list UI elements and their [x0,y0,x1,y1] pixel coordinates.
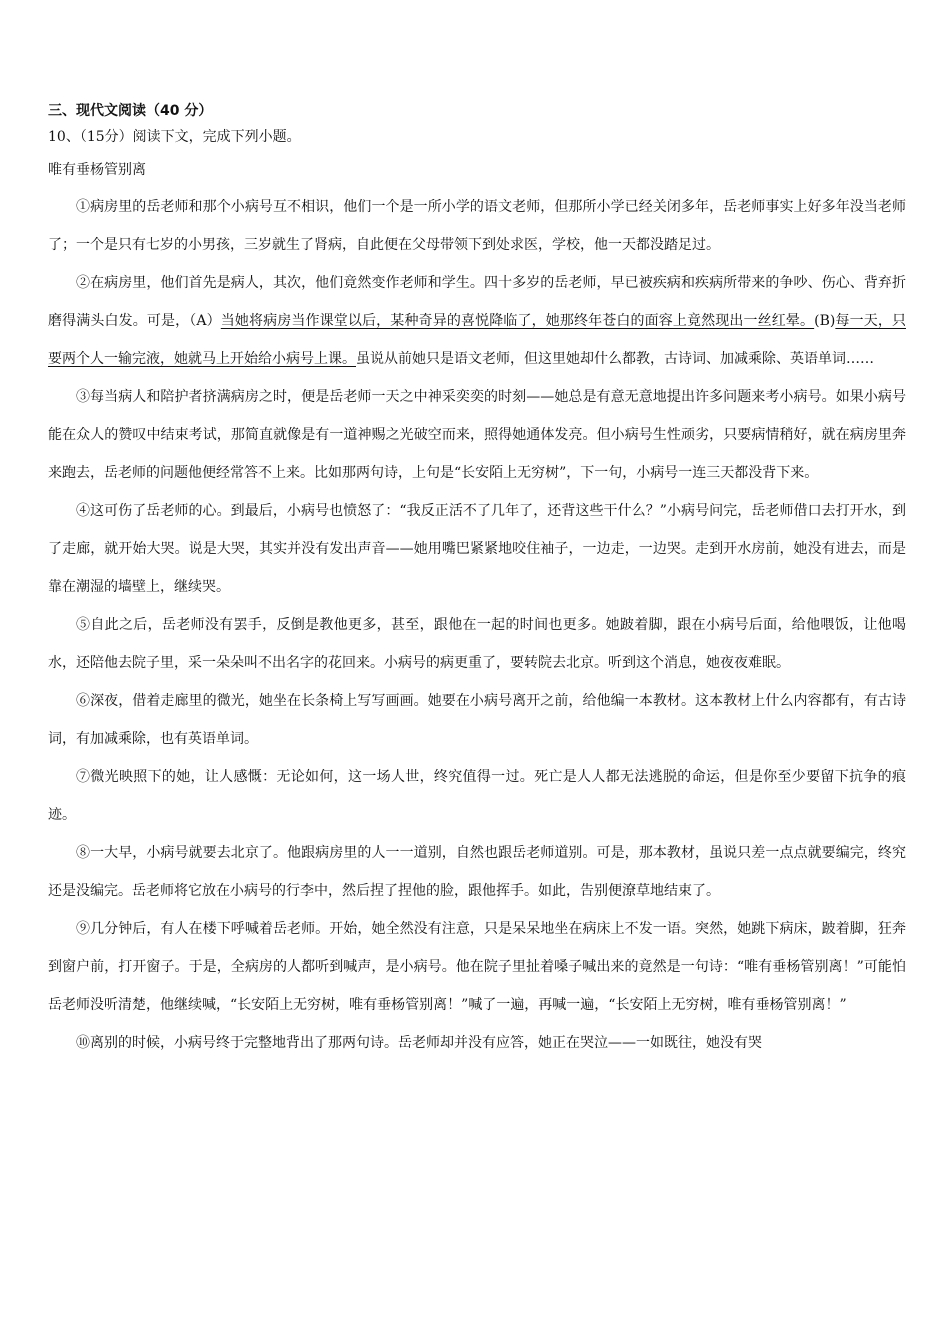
article-title: 唯有垂杨管别离 [48,162,146,178]
paragraph-3: ③每当病人和陪护者挤满病房之时，便是岳老师一天之中神采奕奕的时刻——她总是有意无意地提出许多问题来考小病号。如果小病号能在众人的赞叹中结束考试，那简直就像是有一道神赐之光破空而来，照得她通体发亮。但小病号生性顽劣，只要病情稍好，就在病房里奔来跑去，岳老师的问题他便经常答不上来。比如那两句诗，上句是“长安陌上无穷树”，下一句，小病号一连三天都没背下来。 [48,389,906,481]
article-body [48,188,906,1062]
paragraph-2-lead: ②在病房里，他们首先是病人，其次，他们竟然变作老师和学生。四十多岁的岳老师，早已被疾病和疾病所带来的争吵、伤心、背弃折磨得满头白发。可是，（A） [48,275,906,329]
underlined-sentence-a: 当她将病房当作课堂以后，某种奇异的喜悦降临了，她那终年苍白的面容上竟然现出一丝红晕。 [220,313,815,329]
paragraph-9: ⑨几分钟后，有人在楼下呼喊着岳老师。开始，她全然没有注意，只是呆呆地坐在病床上不发一语。突然，她跳下病床，跛着脚，狂奔到窗户前，打开窗子。于是，全病房的人都听到喊声，是小病号。他在院子里扯着嗓子喊出来的竟然是一句诗：“唯有垂杨管别离！”可能怕岳老师没听清楚，他继续喊，“长安陌上无穷树，唯有垂杨管别离！”喊了一遍，再喊一遍，“长安陌上无穷树，唯有垂杨管别离！” [48,921,906,1013]
paragraph-10: ⑩离别的时候，小病号终于完整地背出了那两句诗。岳老师却并没有应答，她正在哭泣——一如既往，她没有哭 [76,1035,762,1051]
underlined-sentence-b: 每一天，只要两个人一输完液，她就马上开始给小病号上课。 [48,313,906,367]
paragraph-7: ⑦微光映照下的她，让人感慨：无论如何，这一场人世，终究值得一过。死亡是人人都无法逃脱的命运，但是你至少要留下抗争的痕迹。 [48,769,906,823]
paragraph-8: ⑧一大早，小病号就要去北京了。他跟病房里的人一一道别，自然也跟岳老师道别。可是，那本教材，虽说只差一点点就要编完，终究还是没编完。岳老师将它放在小病号的行李中，然后捏了捏他的脸，跟他挥手。如此，告别便潦草地结束了。 [48,845,906,899]
paragraph-6: ⑥深夜，借着走廊里的微光，她坐在长条椅上写写画画。她要在小病号离开之前，给他编一本教材。这本教材上什么内容都有，有古诗词，有加减乘除，也有英语单词。 [48,693,906,747]
paragraph-2-tail: 虽说从前她只是语文老师，但这里她却什么都教，古诗词、加减乘除、英语单词…… [356,351,874,367]
paragraph-5: ⑤自此之后，岳老师没有罢手，反倒是教他更多，甚至，跟他在一起的时间也更多。她跛着脚，跟在小病号后面，给他喂饭，让他喝水，还陪他去院子里，采一朵朵叫不出名字的花回来。小病号的病更重了，要转院去北京。听到这个消息，她夜夜难眠。 [48,617,906,671]
paragraph-4: ④这可伤了岳老师的心。到最后，小病号也愤怒了：“我反正活不了几年了，还背这些干什么？”小病号问完，岳老师借口去打开水，到了走廊，就开始大哭。说是大哭，其实并没有发出声音——她用嘴巴紧紧地咬住袖子，一边走，一边哭。走到开水房前，她没有进去，而是靠在潮湿的墙壁上，继续哭。 [48,503,906,595]
section-title: 三、现代文阅读（40 分） [48,103,213,119]
paragraph-1: ①病房里的岳老师和那个小病号互不相识，他们一个是一所小学的语文老师，但那所小学已经关闭多年，岳老师事实上好多年没当老师了；一个是只有七岁的小男孩，三岁就生了肾病，自此便在父母带领下到处求医，学校，他一天都没踏足过。 [48,199,906,253]
paragraph-2 [48,264,906,378]
question-title: 10、（15分）阅读下文，完成下列小题。 [48,129,301,145]
marker-b: (B) [814,313,836,329]
